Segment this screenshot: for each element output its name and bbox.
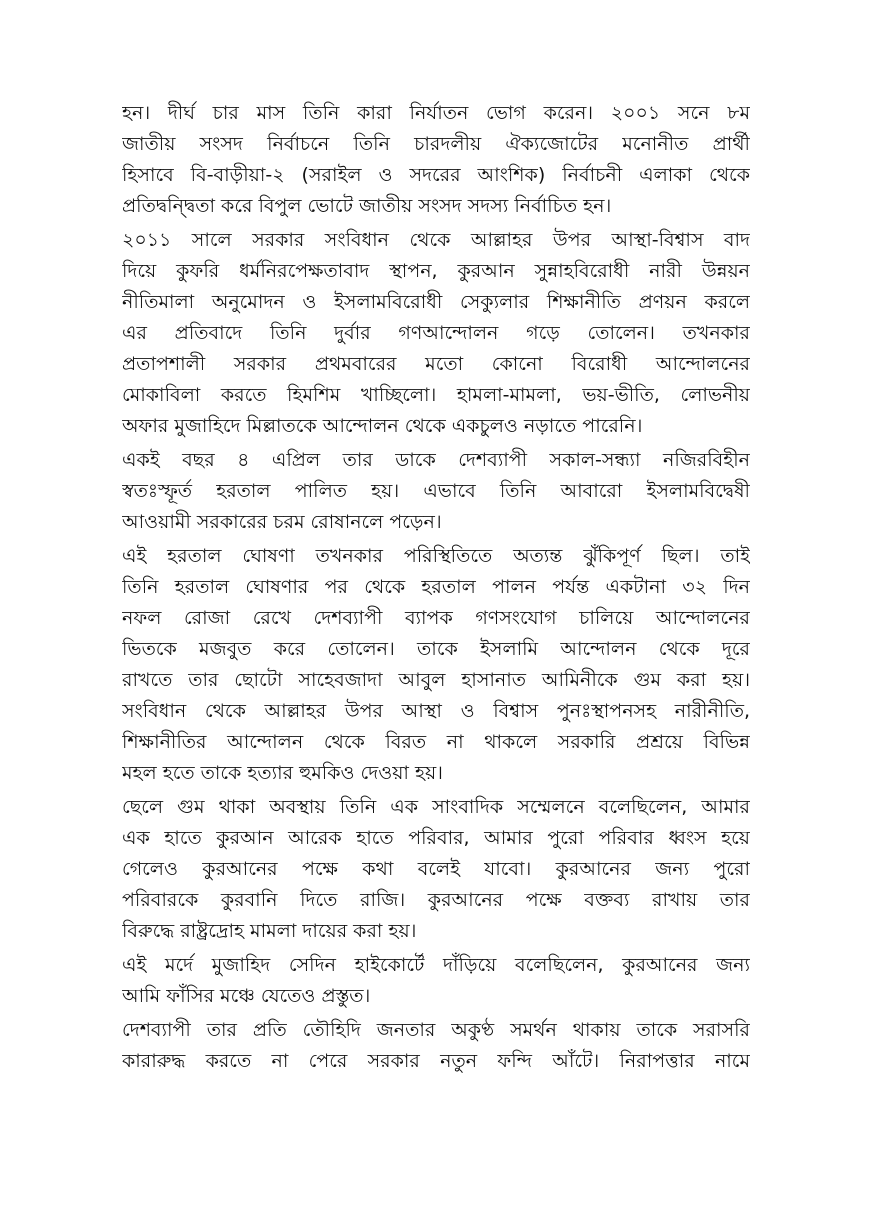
paragraph — [122, 792, 750, 947]
text-line: সংবিধান থেকে আল্লাহর উপর আস্থা ও বিশ্বাস পুনঃস্থাপনসহ নারীনীতি, — [122, 700, 750, 722]
text-line: হন। দীর্ঘ চার মাস তিনি কারা নির্যাতন ভোগ করেন। ২০০১ সনে ৮ম — [122, 102, 750, 124]
text-line: তিনি হরতাল ঘোষণার পর থেকে হরতাল পালন পর্যন্ত একটানা ৩২ দিন — [122, 576, 750, 598]
text-line: বিরুদ্ধে রাষ্ট্রদ্রোহ মামলা দায়ের করা হয়। — [122, 920, 417, 942]
text-line: আমি ফাঁসির মঞ্চে যেতেও প্রস্তুত। — [122, 985, 371, 1007]
text-line: দিয়ে কুফরি ধর্মনিরপেক্ষতাবাদ স্থাপন, কুরআন সুন্নাহবিরোধী নারী উন্নয়ন — [122, 260, 750, 282]
text-line: প্রতাপশালী সরকার প্রথমবারের মতো কোনো বিরোধী আন্দোলনের — [122, 353, 750, 375]
text-line: রাখতে তার ছোটো সাহেবজাদা আবুল হাসানাত আমিনীকে গুম করা হয়। — [122, 669, 750, 691]
text-line: ২০১১ সালে সরকার সংবিধান থেকে আল্লাহর উপর আস্থা-বিশ্বাস বাদ — [122, 229, 750, 251]
text-line: দেশব্যাপী তার প্রতি তৌহিদি জনতার অকুণ্ঠ সমর্থন থাকায় তাকে সরাসরি — [122, 1019, 750, 1041]
paragraph — [122, 98, 750, 222]
paragraph — [122, 445, 750, 538]
paragraph — [122, 225, 750, 442]
text-line: ভিতকে মজবুত করে তোলেন। তাকে ইসলামি আন্দোলন থেকে দূরে — [122, 638, 750, 660]
text-line: এই হরতাল ঘোষণা তখনকার পরিস্থিতিতে অত্যন্ত ঝুঁকিপূর্ণ ছিল। তাই — [122, 545, 750, 567]
text-line: একই বছর ৪ এপ্রিল তার ডাকে দেশব্যাপী সকাল-সন্ধ্যা নজিরবিহীন — [122, 449, 750, 471]
text-line: নীতিমালা অনুমোদন ও ইসলামবিরোধী সেক্যুলার শিক্ষানীতি প্রণয়ন করলে — [122, 291, 750, 313]
text-line: ছেলে গুম থাকা অবস্থায় তিনি এক সাংবাদিক সম্মেলনে বলেছিলেন, আমার — [122, 796, 750, 818]
text-line: জাতীয় সংসদ নির্বাচনে তিনি চারদলীয় ঐক্যজোটের মনোনীত প্রার্থী — [122, 133, 750, 155]
text-line: এই মর্দে মুজাহিদ সেদিন হাইকোর্টে দাঁড়িয়ে বলেছিলেন, কুরআনের জন্য — [122, 954, 750, 976]
text-line: প্রতিদ্বন্দ্বিতা করে বিপুল ভোটে জাতীয় সংসদ সদস্য নির্বাচিত হন। — [122, 195, 612, 217]
body-text — [122, 98, 750, 1080]
paragraph — [122, 1015, 750, 1077]
text-line: মোকাবিলা করতে হিমশিম খাচ্ছিলো। হামলা-মামলা, ভয়-ভীতি, লোভনীয় — [122, 384, 750, 406]
text-line: স্বতঃস্ফূর্ত হরতাল পালিত হয়। এভাবে তিনি আবারো ইসলামবিদ্বেষী — [122, 480, 750, 502]
text-line: শিক্ষানীতির আন্দোলন থেকে বিরত না থাকলে সরকারি প্রশ্রয়ে বিভিন্ন — [122, 731, 750, 753]
text-line: মহল হতে তাকে হত্যার হুমকিও দেওয়া হয়। — [122, 762, 443, 784]
text-line: এর প্রতিবাদে তিনি দুর্বার গণআন্দোলন গড়ে তোলেন। তখনকার — [122, 322, 750, 344]
text-line: নফল রোজা রেখে দেশব্যাপী ব্যাপক গণসংযোগ চালিয়ে আন্দোলনের — [122, 607, 750, 629]
paragraph — [122, 541, 750, 789]
text-line: পরিবারকে কুরবানি দিতে রাজি। কুরআনের পক্ষে বক্তব্য রাখায় তার — [122, 889, 750, 911]
text-line: অফার মুজাহিদে মিল্লাতকে আন্দোলন থেকে একচুলও নড়াতে পারেনি। — [122, 415, 643, 437]
text-line: হিসাবে বি-বাড়ীয়া-২ (সরাইল ও সদরের আংশিক) নির্বাচনী এলাকা থেকে — [122, 164, 750, 186]
text-line: এক হাতে কুরআন আরেক হাতে পরিবার, আমার পুরো পরিবার ধ্বংস হয়ে — [122, 827, 750, 849]
text-line: গেলেও কুরআনের পক্ষে কথা বলেই যাবো। কুরআনের জন্য পুরো — [122, 858, 750, 880]
paragraph — [122, 950, 750, 1012]
text-line: আওয়ামী সরকারের চরম রোষানলে পড়েন। — [122, 511, 442, 533]
text-line: কারারুদ্ধ করতে না পেরে সরকার নতুন ফন্দি আঁটে। নিরাপত্তার নামে — [122, 1050, 750, 1072]
